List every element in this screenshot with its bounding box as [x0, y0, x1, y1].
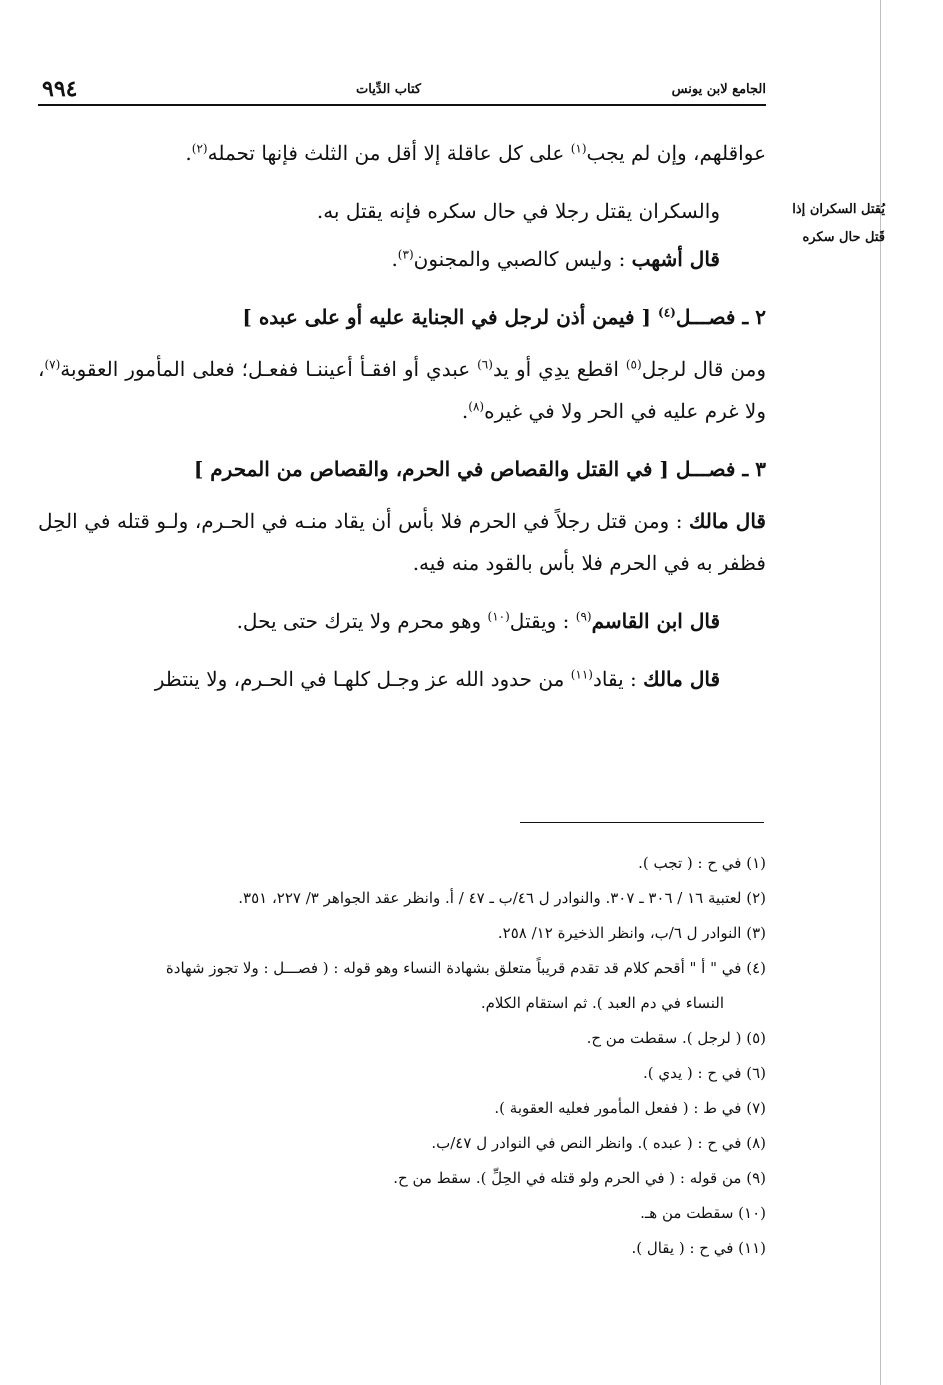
- paragraph-4-b: اقطع يدِي أو يد: [492, 357, 626, 381]
- margin-note: [787, 196, 885, 252]
- margin-note-line-2: قَتل حال سكره: [802, 230, 885, 245]
- paragraph-7-b: من حدود الله عز وجـل كلهـا في الحـرم، ولا ينتظر: [154, 667, 571, 691]
- paragraph-1-end: .: [185, 141, 192, 165]
- footnote-ref-7: (٧): [44, 357, 61, 372]
- section-2-number: ٢ ـ فصـــل: [675, 305, 766, 329]
- footnote-ref-4: (٤): [658, 305, 676, 320]
- paragraph-2: والسكران يقتل رجلا في حال سكره فإنه يقتل به.: [316, 199, 720, 223]
- footnote-ref-8: (٨): [468, 399, 485, 414]
- section-heading-2: [38, 296, 766, 338]
- running-header: [38, 76, 766, 102]
- paragraph-6-a: : ويقتل: [509, 609, 576, 633]
- footnote-4-continued: النساء في دم العبد ). ثم استقام الكلام.: [480, 994, 724, 1012]
- paragraph-4-a: ومن قال لرجل: [641, 357, 766, 381]
- footnote-8: (٨) في ح : ( عبده ). وانظر النص في النوادر ل ٤٧/ب.: [431, 1134, 766, 1152]
- footnote-ref-3: (٣): [397, 247, 414, 262]
- paragraph-4-d: ، ولا غرم عليه في الحر ولا في غيره: [38, 357, 766, 423]
- paragraph-6: [38, 600, 766, 642]
- footnote-ref-2: (٢): [191, 141, 208, 156]
- paragraph-4-c: عبدي أو افقـأ أعيننـا ففعـل؛ فعلى المأمور العقوبة: [60, 357, 478, 381]
- paragraph-6-b: وهو محرم ولا يترك حتى يحل.: [236, 609, 488, 633]
- paragraph-5: [38, 500, 766, 584]
- speaker-malik: قال مالك: [688, 509, 766, 533]
- footnote-3: (٣) النوادر ل ٦/ب، وانظر الذخيرة ١٢/ ٢٥٨.: [497, 924, 766, 942]
- paragraph-3: [38, 238, 766, 280]
- section-2-title: [ فيمن أذن لرجل في الجناية عليه أو على عبده ]: [242, 305, 658, 329]
- speaker-ibn-al-qasim: قال ابن القاسم: [591, 609, 720, 633]
- margin-note-line-1: يُقتل السكران إذا: [792, 202, 885, 217]
- footnote-ref-9: (٩): [575, 609, 592, 624]
- footnote-9: (٩) من قوله : ( في الحرم ولو قتله في الحِلِّ ). سقط من ح.: [393, 1169, 766, 1187]
- footnote-1: (١) في ح : ( تجب ).: [638, 854, 766, 872]
- footnote-6: (٦) في ح : ( يدي ).: [642, 1064, 766, 1082]
- paragraph-1-text-a: عواقلهم، وإن لم يجب: [586, 141, 766, 165]
- paragraph-5-text: : ومن قتل رجلاً في الحرم فلا بأس أن يقاد منـه في الحـرم، ولـو قتله في الحِل فظفر به في الحرم فلا بأس بالقود منه فيه.: [38, 509, 766, 575]
- header-rule: [38, 104, 766, 106]
- page-number: ٩٩٤: [42, 76, 78, 102]
- footnote-10: (١٠) سقطت من هـ.: [640, 1204, 766, 1222]
- speaker-malik-2: قال مالك: [643, 667, 720, 691]
- paragraph-4: [38, 348, 766, 432]
- footnote-ref-6: (٦): [477, 357, 493, 372]
- paragraph-3-text: : وليس كالصبي والمجنون: [413, 247, 632, 271]
- paragraph-7: [38, 658, 766, 700]
- paragraph-7-a: : يقاد: [592, 667, 644, 691]
- footnotes: [38, 846, 766, 1266]
- paragraph-1: [38, 132, 766, 174]
- footnote-7: (٧) في ط : ( ففعل المأمور فعليه العقوبة ).: [494, 1099, 766, 1117]
- footnote-2: (٢) لعتبية ١٦ / ٣٠٦ ـ ٣٠٧. والنوادر ل ٤٦/ب ـ ٤٧ / أ. وانظر عقد الجواهر ٣/ ٢٢٧، ٣٥١.: [238, 889, 766, 907]
- footnote-ref-11: (١١): [570, 667, 593, 682]
- footnote-separator: [520, 822, 764, 823]
- chapter-title: كتاب الدِّيات: [356, 82, 422, 97]
- footnote-ref-1: (١): [570, 141, 587, 156]
- section-heading-3: ٣ ـ فصـــل [ في القتل والقصاص في الحرم، والقصاص من المحرم ]: [193, 457, 766, 481]
- footnote-11: (١١) في ح : ( يقال ).: [631, 1239, 766, 1257]
- footnote-ref-5: (٥): [625, 357, 642, 372]
- footnote-4: (٤) في " أ " أقحم كلام قد تقدم قريباً متعلق بشهادة النساء وهو قوله : ( فصـــل : ولا تجوز شهادة: [165, 959, 766, 977]
- speaker-ashhab: قال أشهب: [631, 247, 720, 271]
- paragraph-4-end: .: [461, 399, 469, 423]
- paragraph-3-end: .: [391, 247, 398, 271]
- paragraph-1-text-b: على كل عاقلة إلا أقل من الثلث فإنها تحمله: [207, 141, 571, 165]
- footnote-5: (٥) ( لرجل ). سقطت من ح.: [586, 1029, 766, 1047]
- book-title: الجامع لابن يونس: [671, 82, 766, 97]
- main-text: [38, 132, 766, 716]
- footnote-ref-10: (١٠): [487, 609, 510, 624]
